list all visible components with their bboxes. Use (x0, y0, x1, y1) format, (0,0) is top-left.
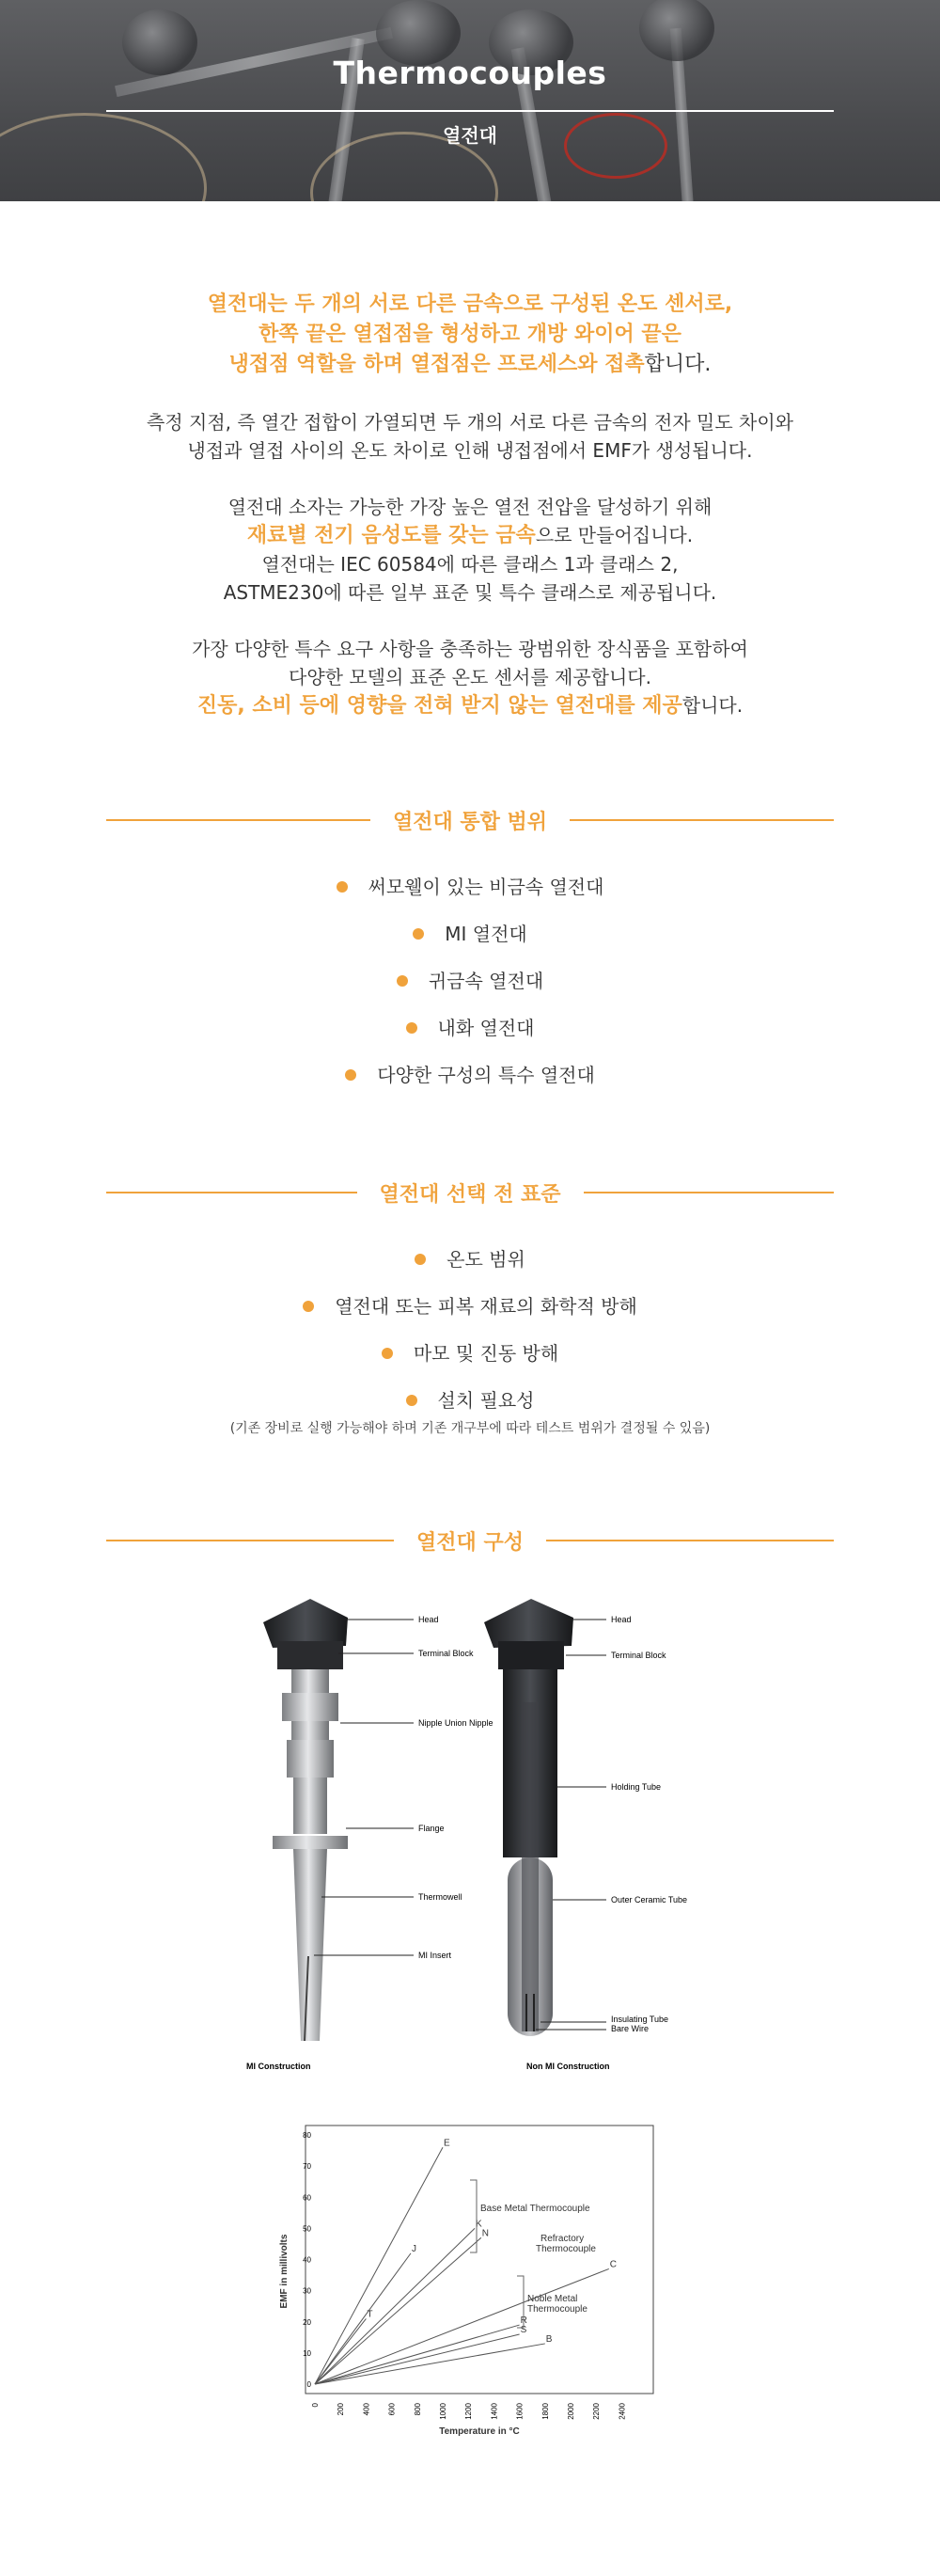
chart-ylabel: EMF in millivolts (279, 2234, 290, 2309)
y-tick-label: 0 (306, 2380, 311, 2389)
bullet-icon (415, 1254, 426, 1265)
bullet-icon (406, 1395, 417, 1406)
list-item: 써모웰이 있는 비금속 열전대 (0, 863, 940, 910)
intro-text: 가장 다양한 특수 요구 사항을 충족하는 광범위한 장식품을 포함하여 (192, 638, 748, 660)
y-tick-label: 50 (303, 2224, 311, 2234)
mi-label: Thermowell (418, 1892, 462, 1902)
intro-text: 열전대 소자는 가능한 가장 높은 열전 전압을 달성하기 위해 (227, 496, 713, 518)
bullet-icon (345, 1069, 356, 1081)
x-tick-label: 800 (413, 2403, 422, 2416)
list-item: 귀금속 열전대 (0, 957, 940, 1004)
x-tick-label: 400 (362, 2403, 371, 2416)
x-tick-label: 1000 (439, 2403, 447, 2420)
section-title: 열전대 구성 (416, 1530, 524, 1555)
non-mi-label: Bare Wire (611, 2024, 650, 2033)
annotation-noble-word2: Thermocouple (527, 2304, 588, 2315)
section-header-construction (106, 1522, 834, 1559)
range-list (0, 863, 940, 1098)
annotation-base: Base Metal Thermocouple (480, 2204, 590, 2214)
header-line (584, 1192, 835, 1193)
series-label-k: K (476, 2219, 482, 2230)
intro-highlight: 한쪽 끝은 열접점을 형성하고 개방 와이어 끝은 (258, 323, 682, 346)
mi-label: Flange (418, 1824, 445, 1833)
y-tick-label: 40 (303, 2255, 311, 2265)
mi-caption: MI Construction (246, 2062, 311, 2071)
non-mi-label: Head (611, 1615, 632, 1624)
non-mi-caption: Non MI Construction (526, 2062, 610, 2071)
intro-text: 열전대는 IEC 60584에 따른 클래스 1과 클래스 2, (261, 553, 679, 576)
intro-text: 측정 지점, 즉 열간 접합이 가열되면 두 개의 서로 다른 금속의 전자 밀도 차이와 (147, 411, 793, 434)
series-label-j: J (412, 2243, 416, 2254)
x-tick-label: 1600 (515, 2403, 525, 2420)
bullet-icon (406, 1022, 417, 1034)
section-header-criteria (106, 1174, 834, 1211)
series-label-e: E (444, 2138, 450, 2149)
intro-highlight: 재료별 전기 음성도를 갖는 금속 (246, 524, 536, 547)
x-tick-label: 2000 (567, 2403, 575, 2420)
non-mi-label: Holding Tube (611, 1782, 662, 1792)
criteria-list (0, 1236, 940, 1424)
header-line (106, 1192, 357, 1193)
chart-xlabel: Temperature in °C (439, 2426, 520, 2437)
page-title: Thermocouples (333, 55, 607, 91)
y-tick-label: 60 (303, 2193, 311, 2203)
intro-highlight: 열전대는 두 개의 서로 다른 금속으로 구성된 온도 센서로, (207, 292, 733, 316)
intro-text: 합니다. (682, 694, 744, 717)
mi-label: Head (418, 1615, 439, 1624)
list-item: 내화 열전대 (0, 1004, 940, 1051)
hero-divider (106, 110, 834, 112)
annotation-noble (527, 2294, 588, 2315)
intro-highlight: 진동, 소비 등에 영향을 전혀 받지 않는 열전대를 제공 (196, 694, 682, 718)
x-tick-label: 1800 (540, 2403, 550, 2420)
hero-banner (0, 0, 940, 201)
non-mi-thermocouple-drawing (484, 1599, 573, 2036)
list-item: 열전대 또는 피복 재료의 화학적 방해 (0, 1283, 940, 1330)
series-label-n: N (481, 2228, 490, 2239)
annotation-refractory-word2: Thermocouple (536, 2244, 596, 2254)
x-tick-label: 600 (387, 2403, 397, 2416)
non-mi-label: Terminal Block (611, 1651, 666, 1660)
section-title: 열전대 통합 범위 (392, 810, 548, 834)
x-tick-label: 200 (337, 2403, 346, 2416)
bullet-icon (382, 1348, 393, 1359)
mi-label: Nipple Union Nipple (418, 1718, 494, 1728)
series-label-s: S (520, 2325, 527, 2335)
y-tick-label: 10 (303, 2348, 311, 2358)
x-tick-label: 2200 (592, 2403, 602, 2420)
y-tick-label: 80 (303, 2131, 311, 2140)
intro-highlight: 냉접점 역할을 하며 열접점은 프로세스와 접촉 (228, 353, 645, 376)
list-item: 설치 필요성 (0, 1377, 940, 1424)
intro-text: ASTME230에 따른 일부 표준 및 특수 클래스로 제공됩니다. (223, 581, 717, 604)
intro-text: 다양한 모델의 표준 온도 센서를 제공합니다. (289, 666, 651, 688)
section-header-range (106, 801, 834, 839)
bullet-icon (303, 1301, 314, 1312)
series-label-c: C (609, 2259, 618, 2270)
bullet-icon (337, 881, 348, 893)
annotation-refractory-word1: Refractory (540, 2234, 585, 2244)
intro-text: 으로 만들어집니다. (535, 524, 694, 546)
header-line (106, 819, 370, 821)
mi-label: Terminal Block (418, 1649, 474, 1658)
x-tick-label: 0 (311, 2403, 320, 2408)
intro-section (0, 290, 940, 749)
y-tick-label: 30 (303, 2286, 311, 2296)
intro-text: 냉접과 열접 사이의 온도 차이로 인해 냉접점에서 EMF가 생성됩니다. (187, 439, 753, 462)
x-tick-label: 1200 (464, 2403, 474, 2420)
x-tick-label: 1400 (490, 2403, 499, 2420)
construction-diagram (235, 1589, 724, 2078)
list-item: 온도 범위 (0, 1236, 940, 1283)
header-line (570, 819, 834, 821)
mi-thermocouple-drawing (263, 1599, 348, 2041)
header-line (546, 1540, 834, 1541)
annotation-noble-word1: Noble Metal (527, 2294, 578, 2304)
list-item: 마모 및 진동 방해 (0, 1330, 940, 1377)
bullet-icon (397, 975, 408, 987)
list-item: MI 열전대 (0, 910, 940, 957)
x-tick-label: 2400 (618, 2403, 627, 2420)
series-label-b: B (545, 2333, 553, 2345)
list-item: 다양한 구성의 특수 열전대 (0, 1051, 940, 1098)
non-mi-label: Outer Ceramic Tube (611, 1895, 688, 1904)
section-title: 열전대 선택 전 표준 (379, 1182, 561, 1207)
series-label-t: T (367, 2309, 373, 2320)
emf-chart (277, 2121, 663, 2441)
criteria-note: (기존 장비로 실행 가능해야 하며 기존 개구부에 따라 테스트 범위가 결정될 수 있음) (229, 1421, 711, 1436)
intro-text: 합니다. (644, 353, 712, 376)
non-mi-label: Insulating Tube (611, 2015, 669, 2024)
bullet-icon (413, 928, 424, 940)
header-line (106, 1540, 394, 1541)
mi-label: MI Insert (418, 1951, 452, 1960)
page-subtitle: 열전대 (443, 124, 497, 147)
y-tick-label: 70 (303, 2162, 311, 2172)
y-tick-label: 20 (303, 2317, 311, 2327)
chart-frame (306, 2126, 653, 2394)
series-label-r: R (520, 2315, 527, 2327)
